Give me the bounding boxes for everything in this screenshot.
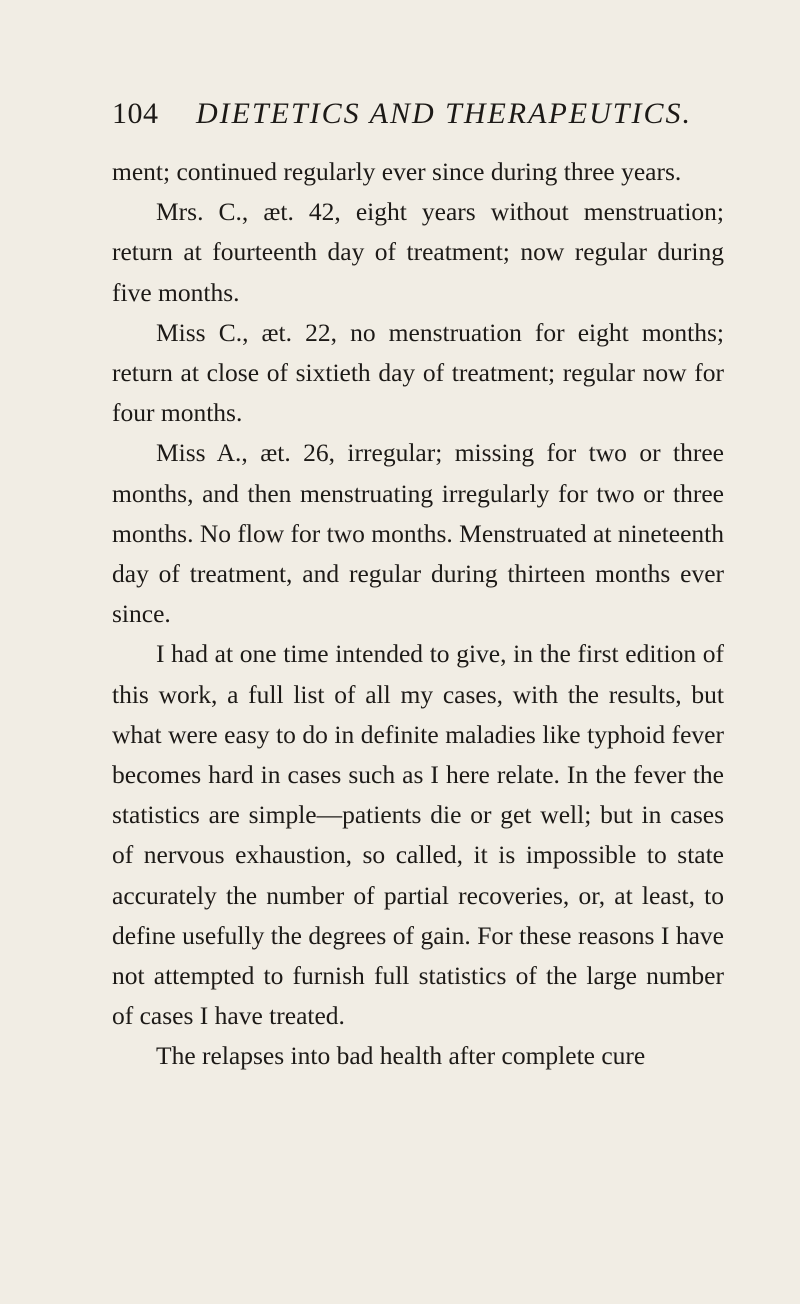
paragraph-case-mrs-c: Mrs. C., æt. 42, eight years without menstruation; return at fourteenth day of treatment; now regular during five months.: [112, 197, 724, 307]
paragraph-case-miss-c: Miss C., æt. 22, no menstruation for eight months; return at close of sixtieth day of treatment; regular now for four months.: [112, 317, 724, 428]
running-head: DIETETICS AND THERAPEUTICS.: [196, 97, 692, 130]
paragraph-case-miss-a: Miss A., æt. 26, irregular; missing for two or three months, and then menstruating irregularly for two or three months. No flow for two months. Menstruated at nineteenth day of treatment, and regular during thirteen months ever since.: [112, 438, 724, 629]
paragraph-relapses: The relapses into bad health after complete cure: [156, 1041, 646, 1071]
body-text: [112, 152, 724, 1077]
page-number: 104: [112, 97, 159, 130]
paragraph-continuation: ment; continued regularly ever since during three years.: [112, 157, 682, 186]
paragraph-statistics: I had at one time intended to give, in the first edition of this work, a full list of all my cases, with the results, but what were easy to do in definite maladies like typhoid fever becomes hard in cases such as I here relate. In the fever the statistics are simple—patients die or get well; but in cases of nervous exhaustion, so called, it is impossible to state accurately the number of partial recoveries, or, at least, to define usefully the degrees of gain. For these reasons I have not attempted to furnish full statistics of the large number of cases I have treated.: [112, 639, 724, 1031]
page-header: [112, 94, 692, 134]
